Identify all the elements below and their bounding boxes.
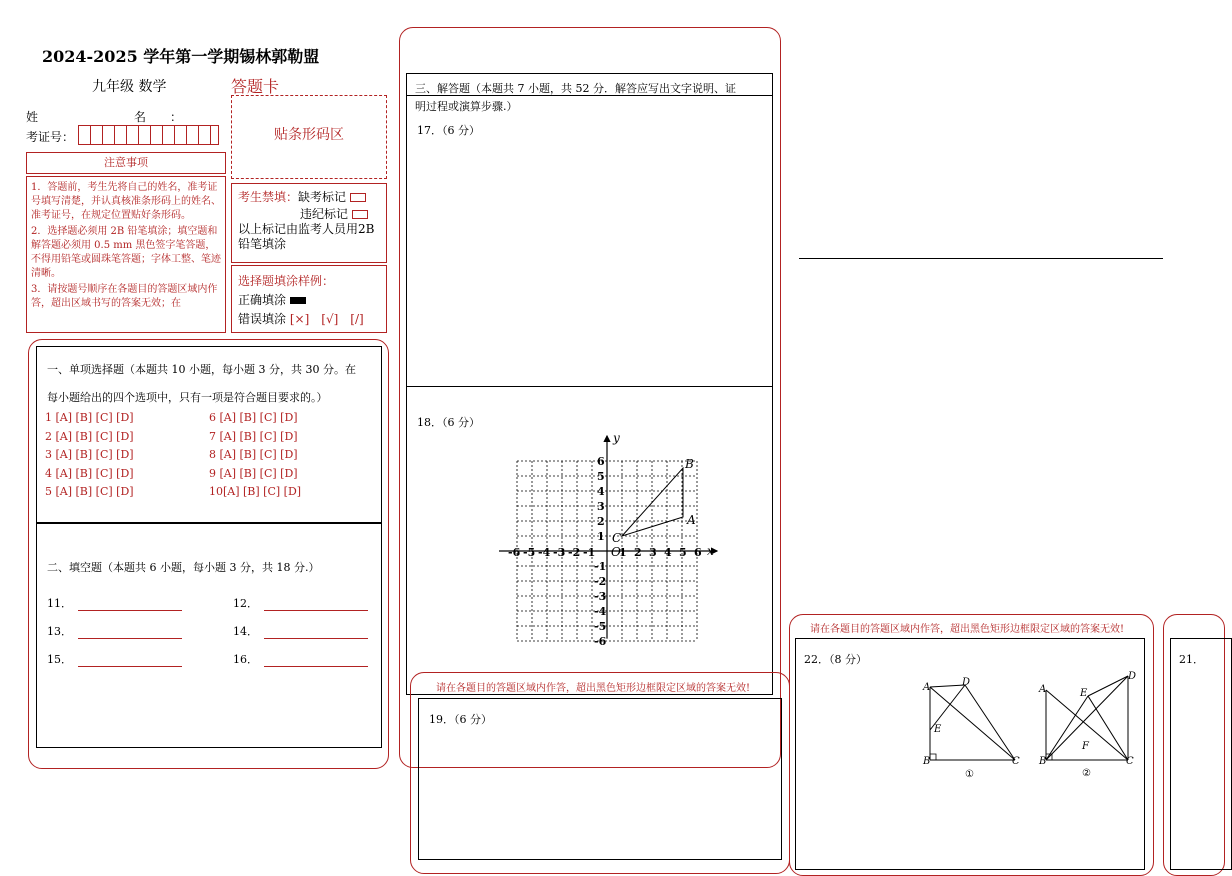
point-b-label: B (685, 457, 694, 471)
mc-row-4[interactable]: 4 [A] [B] [C] [D] (45, 467, 134, 480)
violation-mark[interactable] (352, 210, 368, 219)
y-tick-label: -2 (594, 575, 607, 588)
notice-item-2: 2．选择题必须用 2B 铅笔填涂；填空题和解答题必须用 0.5 mm 黑色签字笔答题，不得用铅笔或圆珠笔答题；字体工整、笔迹清晰。 (31, 226, 221, 279)
mc-row-2[interactable]: 2 [A] [B] [C] [D] (45, 430, 134, 443)
q22-figure-1 (920, 675, 1024, 780)
section3-header-rule (407, 95, 772, 96)
warning-middle: 请在各题目的答题区域内作答，超出黑色矩形边框限定区域的答案无效! (436, 683, 751, 694)
id-label: 考证号： (26, 130, 75, 144)
absent-label: 缺考标记 (298, 190, 347, 204)
x-tick-label: 5 (679, 546, 687, 559)
sample-wrong-label: 错误填涂 (238, 312, 287, 326)
blank-16-line[interactable] (264, 654, 368, 667)
blank-12-line[interactable] (264, 598, 368, 611)
examinee-fill-label: 考生禁填： (238, 190, 299, 204)
x-tick-label: -4 (538, 546, 551, 559)
triangle-abc (622, 468, 683, 536)
section2-box (36, 522, 382, 748)
sample-title: 选择题填涂样例： (238, 274, 335, 288)
x-tick-label: 1 (619, 546, 627, 559)
y-tick-label: -1 (594, 560, 607, 573)
origin-label: O (611, 545, 621, 559)
q21-box (1170, 638, 1232, 870)
fig1-label-b: B (923, 756, 931, 767)
mc-row-7[interactable]: 7 [A] [B] [C] [D] (209, 430, 298, 443)
mc-row-9[interactable]: 9 [A] [B] [C] [D] (209, 467, 298, 480)
blank-12-label: 12． (233, 597, 258, 610)
fig2-label-d: D (1128, 671, 1137, 682)
x-tick-label: -1 (583, 546, 596, 559)
fig1-label-e: E (934, 724, 942, 735)
blank-15-label: 15． (47, 653, 72, 666)
fig2-label-e: E (1080, 688, 1088, 699)
notice-item-1: 1．答题前，考生先将自己的姓名，准考证号填写清楚，并认真核准条形码上的姓名、准考证号，在规定位置贴好条形码。 (31, 182, 221, 221)
blank-11-line[interactable] (78, 598, 182, 611)
x-tick-label: 3 (649, 546, 657, 559)
mc-row-3[interactable]: 3 [A] [B] [C] [D] (45, 448, 134, 461)
section1-title: 一、单项选择题（本题共 10 小题，每小题 3 分，共 30 分。在 (47, 363, 356, 376)
mc-row-5[interactable]: 5 [A] [B] [C] [D] (45, 485, 134, 498)
q22-label: 22．（8 分） (804, 653, 867, 666)
blank-14-line[interactable] (264, 626, 368, 639)
fig2-label-f: F (1082, 741, 1089, 752)
notice-item-3: 3．请按题号顺序在各题目的答题区域内作答，超出区域书写的答案无效；在 (31, 284, 218, 309)
section2-title: 二、填空题（本题共 6 小题，每小题 3 分，共 18 分.） (47, 561, 320, 574)
y-tick-label: 3 (597, 500, 605, 513)
y-tick-label: -3 (594, 590, 607, 603)
fig2-label-a: A (1039, 684, 1047, 695)
q17-label: 17．（6 分） (417, 124, 480, 137)
y-tick-label: 2 (597, 515, 605, 528)
id-number-boxes[interactable] (78, 125, 219, 145)
y-tick-label: -6 (594, 635, 607, 648)
sample-box (231, 265, 387, 333)
examinee-fill-box (231, 183, 387, 263)
fig1-caption: ① (965, 769, 974, 780)
section3-title: 三、解答题（本题共 7 小题，共 52 分．解答应写出文字说明、证 (415, 82, 736, 95)
answer-card-label: 答题卡 (231, 77, 280, 96)
mc-row-1[interactable]: 1 [A] [B] [C] [D] (45, 411, 134, 424)
fig1-label-a: A (923, 682, 931, 693)
section3-title2: 明过程或演算步骤.） (415, 100, 518, 113)
y-tick-label: -5 (594, 620, 607, 633)
blank-15-line[interactable] (78, 654, 182, 667)
x-tick-label: 2 (634, 546, 642, 559)
sample-wrong-marks: [×] [√] [/] (289, 312, 364, 326)
mc-row-8[interactable]: 8 [A] [B] [C] [D] (209, 448, 298, 461)
axis-y-label: y (613, 431, 620, 445)
name-label: 姓 名 ： (26, 110, 183, 124)
y-tick-label: 1 (597, 530, 605, 543)
q19-label: 19．（6 分） (429, 713, 492, 726)
fig2-caption: ② (1082, 768, 1091, 779)
fig1-label-c: C (1012, 756, 1020, 767)
examinee-fill-note: 以上标记由监考人员用2B铅笔填涂 (238, 222, 375, 251)
x-tick-label: -6 (508, 546, 521, 559)
fig2-label-b: B (1039, 756, 1047, 767)
q19-box (418, 698, 782, 860)
mc-row-6[interactable]: 6 [A] [B] [C] [D] (209, 411, 298, 424)
notice-box (26, 176, 226, 333)
y-tick-label: 4 (597, 485, 605, 498)
point-c-label: C (612, 531, 622, 545)
q18-label: 18．（6 分） (417, 416, 480, 429)
x-tick-label: -5 (523, 546, 536, 559)
x-tick-label: -3 (553, 546, 566, 559)
q21-label: 21． (1179, 653, 1204, 666)
free-answer-rule (799, 258, 1163, 259)
blank-11-label: 11． (47, 597, 72, 610)
x-tick-label: -2 (568, 546, 581, 559)
q22-figure-2 (1036, 670, 1140, 780)
blank-16-label: 16． (233, 653, 258, 666)
axis-x-label: x (707, 544, 714, 558)
y-tick-label: 5 (597, 470, 605, 483)
section1-title2: 每小题给出的四个选项中，只有一项是符合题目要求的。） (47, 391, 328, 404)
barcode-label: 贴条形码区 (274, 127, 344, 143)
blank-13-label: 13． (47, 625, 72, 638)
y-tick-label: -4 (594, 605, 607, 618)
x-tick-label: 6 (694, 546, 702, 559)
fig2-label-c: C (1126, 756, 1134, 767)
blank-14-label: 14． (233, 625, 258, 638)
section1-box (36, 346, 382, 524)
violation-label: 违纪标记 (300, 207, 349, 221)
q18-coordinate-graph (495, 430, 727, 648)
warning-right: 请在各题目的答题区域内作答，超出黑色矩形边框限定区域的答案无效! (810, 624, 1125, 635)
blank-13-line[interactable] (78, 626, 182, 639)
y-tick-label: 6 (597, 455, 605, 468)
point-a-label: A (687, 513, 696, 527)
notice-title: 注意事项 (26, 152, 226, 174)
barcode-area (231, 95, 387, 179)
x-tick-label: 4 (664, 546, 672, 559)
q17-q18-divider (407, 386, 772, 387)
absent-mark[interactable] (350, 193, 366, 202)
exam-title: 2024-2025 学年第一学期锡林郭勒盟 (42, 47, 320, 66)
sample-correct-label: 正确填涂 (238, 293, 287, 307)
mc-row-10[interactable]: 10[A] [B] [C] [D] (209, 485, 302, 498)
grade-subject: 九年级 数学 (92, 79, 167, 95)
fig1-label-d: D (962, 677, 971, 688)
filled-mark (290, 297, 306, 304)
